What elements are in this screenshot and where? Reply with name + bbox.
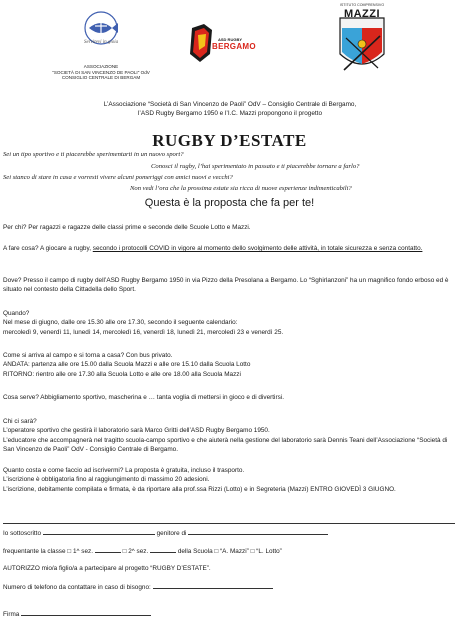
mazzi-logo-name: MAZZI [343,8,381,20]
form-row-firma: Firma [3,610,455,619]
subtitle: Questa è la proposta che fa per te! [144,197,315,209]
form-divider [3,523,455,524]
trasporto-section: Come si arriva al campo e si torna a casa? Con bus privato. ANDATA: partenza alle ore 15.00 dalla Scuola Mazzi e alle ore 15.10 dalla Scuola Lotto RITORNO: rientro alle ore 17.30 alla Scuola Lotto e alle ore 18.00 alla Scuola Mazzi [3,352,251,378]
question-4: Non vedi l’ora che la prossima estate sia ricca di nuove esperienze indimenticabili? [130,185,352,192]
sezione-2-field[interactable] [150,552,176,553]
per-chi-text: Per chi? Per ragazzi e ragazze delle classi prime e seconde delle Scuole Lotto e Mazzi. [3,224,251,231]
telefono-field[interactable] [153,588,273,589]
intro-text: L’Associazione “Società di San Vincenzo de Paoli” OdV – Consiglio Centrale di Bergamo, l’ASD Rugby Bergamo 1950 e l’I.C. Mazzi propongono il progetto [103,101,357,118]
question-2: Conosci il rugby, l’hai sperimentato in passato e ti piacerebbe tornare a farlo? [151,163,360,170]
form-row-telefono: Numero di telefono da contattare in caso di bisogno: [3,583,455,592]
cosa-serve-text: Cosa serve? Abbigliamento sportivo, mascherina e … tanta voglia di mettersi in gioco e di divertirsi. [3,394,284,401]
autorizzo-text: AUTORIZZO mio/a figlio/a a partecipare al progetto “RUGBY D’ESTATE”. [3,565,211,572]
chi-section: Chi ci sarà? L’operatore sportivo che gestirà il laboratorio sarà Marco Gritti dell’ASD Rugby Bergamo 1950. L’educatore che accompagnerà nel tragitto scuola-campo sportivo e che aiuterà nella gestione del laboratorio sarà Dennis Teani dell’Associazione “Società di San Vincenzo de Paoli” OdV - Consiglio Centrale di Bergamo. [3,418,448,453]
sottoscritto-field[interactable] [43,534,155,535]
form-row-sottoscritto: Io sottoscritto genitore di [3,529,455,538]
question-3: Sei stanco di stare in casa e vorresti vivere alcuni pomeriggi con amici nuovi e vecchi? [3,174,233,181]
a-fare-cosa-text: A fare cosa? A giocare a rugby, secondo i protocolli COVID in vigore al momento dello svolgimento delle attività, in totale sicurezza e senza contatto. [3,245,423,252]
firma-field[interactable] [21,615,151,616]
iscrizione-section: Quanto costa e come faccio ad iscrivermi? La proposta è gratuita, incluso il trasporto. L’iscrizione è obbligatoria fino al raggiungimento di massimo 20 adesioni. L’iscrizione, debitamente compilata e firmata, è da riportare alla prof.ssa Rizzi (Lotto) e in Segreteria (Mazzi) ENTRO GIOVEDÌ 3 GIUGNO. [3,467,396,493]
sezione-1-field[interactable] [95,552,121,553]
dove-text: Dove? Presso il campo di rugby dell’ASD Rugby Bergamo 1950 in via Pizzo della Presolana a Bergamo. Lo “Sghirlanzoni” ha un magnifico fondo erboso ed è situato nel contesto della Cittadella dello Sport. [3,277,449,294]
form-row-classe: frequentante la classe □ 1^ sez. □ 2^ sez. della Scuola □ “A. Mazzi” □ “L. Lotto” [3,548,282,555]
logo-tagline: Servitevi in gioia [84,40,119,45]
question-1: Sei un tipo sportivo e ti piacerebbe sperimentarti in un nuovo sport? [3,151,184,158]
rugby-logo-top-text: ASD RUGBY [218,37,243,42]
genitore-field[interactable] [188,534,328,535]
quando-section: Quando? Nel mese di giugno, dalle ore 15.30 alle ore 17.30, secondo il seguente calendario: mercoledì 9, venerdì 11, lunedì 14, mercoledì 16, venerdì 18, lunedì 21, mercoledì 23 e venerdì 25. [3,310,284,336]
san-vincenzo-org-name: ASSOCIAZIONE "SOCIETÀ DI SAN VINCENZO DE PAOLI" OdV CONSIGLIO CENTRALE DI BERGAM [52,64,150,80]
mazzi-logo-top-text: ISTITUTO COMPRENSIVO [339,3,385,7]
rugby-logo-name: BERGAMO [212,42,256,51]
page-title: RUGBY D’ESTATE [152,131,307,150]
